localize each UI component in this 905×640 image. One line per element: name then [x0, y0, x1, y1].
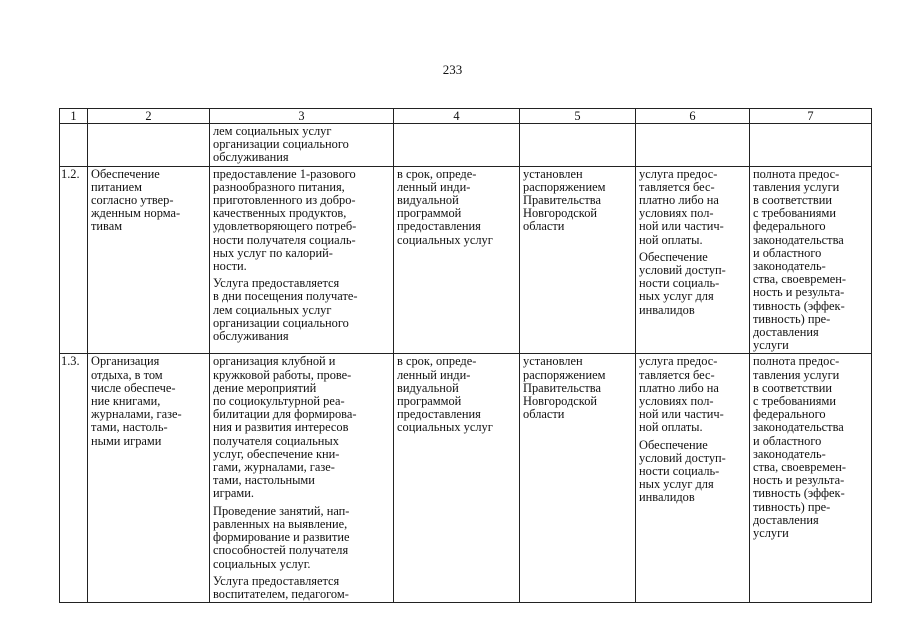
text-line: ния и развития интересов	[213, 420, 349, 435]
table-row	[60, 166, 872, 354]
cell-paragraph	[639, 168, 747, 247]
text-line: воспитателем, педагогом-	[213, 586, 349, 601]
cell-paragraph	[397, 168, 517, 247]
text-line: предоставления	[397, 219, 481, 234]
text-line: условий доступ-	[639, 450, 726, 465]
text-line: распоряжением	[523, 367, 606, 382]
page-number: 233	[442, 62, 463, 77]
text-line: в соответствии	[753, 193, 832, 208]
text-line: области	[523, 219, 565, 234]
cell-paragraph	[213, 505, 391, 571]
text-line: и областного	[753, 433, 822, 448]
text-line: удовлетворяющего потреб-	[213, 219, 357, 234]
text-line: гами, журналами, газе-	[213, 460, 335, 475]
text-line: ных услуг для	[639, 477, 714, 492]
text-line: тивам	[91, 219, 123, 234]
text-line: видуальной	[397, 380, 459, 395]
text-line: полнота предос-	[753, 166, 840, 181]
text-line: платно либо на	[639, 380, 719, 395]
text-line: федерального	[753, 407, 826, 422]
text-line: условиях пол-	[639, 394, 714, 409]
cell-paragraph	[523, 168, 633, 234]
text-line: журналами, газе-	[91, 407, 182, 422]
text-line: программой	[397, 206, 462, 221]
table-row	[60, 354, 872, 603]
text-line: услуги	[753, 338, 789, 353]
text-line: разнообразного питания,	[213, 179, 345, 194]
text-line: ных услуг по калорий-	[213, 245, 333, 260]
column-number-header: 2	[88, 109, 210, 124]
text-line: тавляется бес-	[639, 367, 715, 382]
text-line: ности социаль-	[639, 276, 720, 291]
cell-paragraph	[213, 168, 391, 274]
quality-cell	[750, 354, 872, 603]
conditions-cell	[636, 124, 750, 167]
text-line: услуги	[753, 526, 789, 541]
cell-paragraph	[61, 355, 85, 368]
cell-paragraph	[213, 125, 391, 165]
text-line: организации социального	[213, 137, 349, 152]
text-line: играми.	[213, 486, 254, 501]
text-line: ства, своевремен-	[753, 272, 847, 287]
cell-paragraph	[213, 575, 391, 601]
text-line: установлен	[523, 354, 583, 369]
text-line: законодатель-	[753, 446, 826, 461]
text-line: Новгородской	[523, 394, 598, 409]
text-line: тивность (эффек-	[753, 298, 845, 313]
text-line: социальных услуг	[397, 420, 493, 435]
table-header-row	[60, 109, 872, 124]
text-line: Обеспечение	[639, 437, 708, 452]
text-line: ности.	[213, 259, 247, 274]
text-line: Услуга предоставляется	[213, 573, 340, 588]
text-line: программой	[397, 394, 462, 409]
text-line: установлен	[523, 166, 583, 181]
service-name-cell	[88, 354, 210, 603]
text-line: формирование и развитие	[213, 530, 350, 545]
tariff-cell	[520, 354, 636, 603]
text-line: платно либо на	[639, 193, 719, 208]
text-line: равленных на выявление,	[213, 516, 348, 531]
text-line: услуга предос-	[639, 354, 718, 369]
text-line: способностей получателя	[213, 543, 349, 558]
cell-paragraph	[639, 439, 747, 505]
text-line: организации социального	[213, 315, 349, 330]
text-line: законодатель-	[753, 259, 826, 274]
row-number-cell	[60, 124, 88, 167]
text-line: получателя социальных	[213, 433, 339, 448]
text-line: ных услуг для	[639, 289, 714, 304]
text-line: согласно утвер-	[91, 193, 174, 208]
text-line: предоставления	[397, 407, 481, 422]
text-line: услуга предос-	[639, 166, 718, 181]
text-line: тами, настоль-	[91, 420, 168, 435]
text-line: качественных продуктов,	[213, 206, 347, 221]
text-line: законодательства	[753, 420, 844, 435]
text-line: федерального	[753, 219, 826, 234]
text-line: ленный инди-	[397, 367, 471, 382]
tariff-cell	[520, 166, 636, 354]
text-line: Услуга предоставляется	[213, 276, 340, 291]
text-line: ленный инди-	[397, 179, 471, 194]
text-line: законодательства	[753, 232, 844, 247]
text-line: инвалидов	[639, 302, 695, 317]
cell-paragraph	[397, 355, 517, 434]
service-description-cell	[210, 124, 394, 167]
text-line: тивность) пре-	[753, 311, 831, 326]
text-line: ной или частич-	[639, 219, 724, 234]
text-line: области	[523, 407, 565, 422]
text-line: в соответствии	[753, 380, 832, 395]
text-line: тивность) пре-	[753, 499, 831, 514]
text-line: услуг, обеспечение кни-	[213, 446, 340, 461]
text-line: отдыха, в том	[91, 367, 163, 382]
text-line: питанием	[91, 179, 142, 194]
service-term-cell	[394, 354, 520, 603]
text-line: ности социаль-	[639, 464, 720, 479]
text-line: с требованиями	[753, 394, 836, 409]
cell-paragraph	[91, 355, 207, 447]
text-line: инвалидов	[639, 490, 695, 505]
row-number-cell	[60, 354, 88, 603]
text-line: 1.3.	[61, 354, 80, 369]
text-line: в дни посещения получате-	[213, 289, 358, 304]
text-line: тавляется бес-	[639, 179, 715, 194]
service-description-cell	[210, 354, 394, 603]
column-number-header: 7	[750, 109, 872, 124]
text-line: условий доступ-	[639, 263, 726, 278]
service-term-cell	[394, 166, 520, 354]
text-line: Обеспечение	[639, 249, 708, 264]
text-line: ными играми	[91, 433, 162, 448]
text-line: доставления	[753, 325, 819, 340]
cell-paragraph	[61, 168, 85, 181]
cell-paragraph	[213, 277, 391, 343]
text-line: Правительства	[523, 380, 601, 395]
text-line: Правительства	[523, 193, 601, 208]
service-term-cell	[394, 124, 520, 167]
conditions-cell	[636, 166, 750, 354]
text-line: числе обеспече-	[91, 380, 176, 395]
text-line: распоряжением	[523, 179, 606, 194]
text-line: приготовленного из добро-	[213, 193, 356, 208]
text-line: Организация	[91, 354, 160, 369]
cell-paragraph	[639, 251, 747, 317]
column-number-header: 6	[636, 109, 750, 124]
text-line: Проведение занятий, нап-	[213, 503, 350, 518]
text-line: ной оплаты.	[639, 232, 703, 247]
text-line: организация клубной и	[213, 354, 336, 369]
cell-paragraph	[753, 168, 869, 353]
text-line: предоставление 1-разового	[213, 166, 356, 181]
service-description-cell	[210, 166, 394, 354]
cell-paragraph	[639, 355, 747, 434]
text-line: лем социальных услуг	[213, 124, 332, 138]
text-line: лем социальных услуг	[213, 302, 332, 317]
text-line: ности получателя социаль-	[213, 232, 356, 247]
text-line: жденным норма-	[91, 206, 181, 221]
cell-paragraph	[523, 355, 633, 421]
text-line: тавления услуги	[753, 179, 840, 194]
cell-paragraph	[753, 355, 869, 540]
text-line: ние книгами,	[91, 394, 161, 409]
text-line: социальных услуг.	[213, 556, 311, 571]
text-line: социальных услуг	[397, 232, 493, 247]
quality-cell	[750, 166, 872, 354]
text-line: ность и результа-	[753, 285, 845, 300]
text-line: условиях пол-	[639, 206, 714, 221]
text-line: ность и результа-	[753, 473, 845, 488]
cell-paragraph	[91, 168, 207, 234]
column-number-header: 4	[394, 109, 520, 124]
column-number-header: 3	[210, 109, 394, 124]
cell-paragraph	[213, 355, 391, 500]
text-line: тами, настольными	[213, 473, 315, 488]
services-table	[59, 108, 872, 603]
tariff-cell	[520, 124, 636, 167]
row-number-cell	[60, 166, 88, 354]
text-line: кружковой работы, прове-	[213, 367, 352, 382]
table-row	[60, 124, 872, 167]
service-name-cell	[88, 124, 210, 167]
text-line: доставления	[753, 512, 819, 527]
text-line: тивность (эффек-	[753, 486, 845, 501]
column-number-header: 5	[520, 109, 636, 124]
text-line: Обеспечение	[91, 166, 160, 181]
text-line: билитации для формирова-	[213, 407, 357, 422]
text-line: дение мероприятий	[213, 380, 317, 395]
text-line: ства, своевремен-	[753, 460, 847, 475]
text-line: в срок, опреде-	[397, 354, 477, 369]
text-line: тавления услуги	[753, 367, 840, 382]
text-line: полнота предос-	[753, 354, 840, 369]
text-line: в срок, опреде-	[397, 166, 477, 181]
text-line: обслуживания	[213, 150, 289, 165]
service-name-cell	[88, 166, 210, 354]
column-number-header: 1	[60, 109, 88, 124]
conditions-cell	[636, 354, 750, 603]
quality-cell	[750, 124, 872, 167]
text-line: 1.2.	[61, 166, 80, 181]
text-line: ной или частич-	[639, 407, 724, 422]
text-line: по социокультурной реа-	[213, 394, 345, 409]
text-line: с требованиями	[753, 206, 836, 221]
text-line: ной оплаты.	[639, 420, 703, 435]
text-line: обслуживания	[213, 329, 289, 344]
text-line: видуальной	[397, 193, 459, 208]
text-line: и областного	[753, 245, 822, 260]
text-line: Новгородской	[523, 206, 598, 221]
